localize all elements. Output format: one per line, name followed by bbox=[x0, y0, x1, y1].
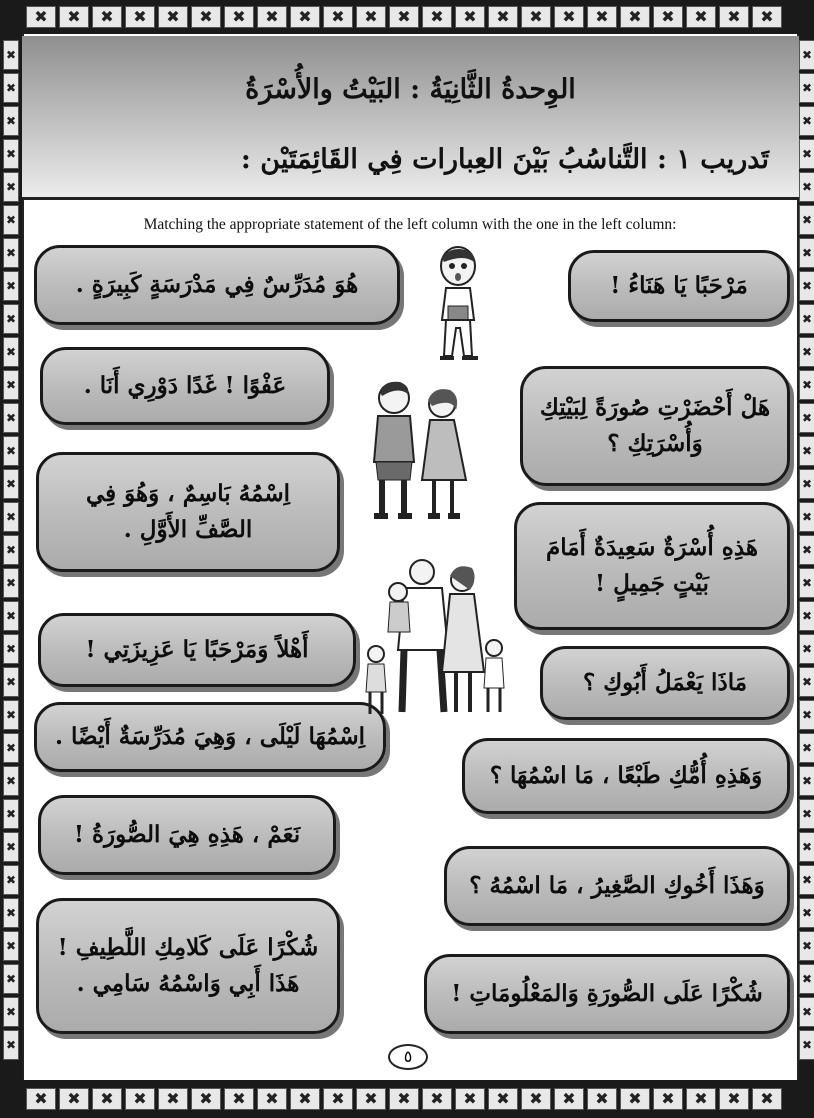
ornament-tile: ✖ bbox=[3, 73, 19, 103]
children-illustration bbox=[356, 376, 480, 532]
left-ornament bbox=[3, 40, 19, 1060]
ornament-tile: ✖ bbox=[356, 1088, 386, 1110]
ornament-tile: ✖ bbox=[3, 172, 19, 202]
ornament-tile: ✖ bbox=[686, 6, 716, 28]
right-statement-2: هَلْ أَحْضَرْتِ صُورَةً لِبَيْتِكِ وَأُسْرَتِكِ ؟ bbox=[520, 366, 790, 486]
ornament-tile: ✖ bbox=[799, 172, 814, 202]
ornament-tile: ✖ bbox=[521, 6, 551, 28]
ornament-tile: ✖ bbox=[719, 1088, 749, 1110]
ornament-tile: ✖ bbox=[3, 898, 19, 928]
ornament-tile: ✖ bbox=[799, 337, 814, 367]
ornament-tile: ✖ bbox=[257, 1088, 287, 1110]
ornament-tile: ✖ bbox=[521, 1088, 551, 1110]
ornament-tile: ✖ bbox=[455, 6, 485, 28]
ornament-tile: ✖ bbox=[323, 1088, 353, 1110]
ornament-tile: ✖ bbox=[799, 502, 814, 532]
ornament-tile: ✖ bbox=[3, 370, 19, 400]
ornament-tile: ✖ bbox=[752, 1088, 782, 1110]
ornament-tile: ✖ bbox=[799, 832, 814, 862]
ornament-tile: ✖ bbox=[3, 766, 19, 796]
ornament-tile: ✖ bbox=[554, 1088, 584, 1110]
ornament-tile: ✖ bbox=[3, 337, 19, 367]
ornament-tile: ✖ bbox=[3, 403, 19, 433]
left-statement-4: أَهْلاً وَمَرْحَبًا يَا عَزِيزَتِي ! bbox=[38, 613, 356, 687]
ornament-tile: ✖ bbox=[422, 1088, 452, 1110]
family-illustration bbox=[358, 552, 516, 722]
ornament-tile: ✖ bbox=[92, 1088, 122, 1110]
right-statement-5: وَهَذِهِ أُمُّكِ طَبْعًا ، مَا اسْمُهَا ؟ bbox=[462, 738, 790, 814]
ornament-tile: ✖ bbox=[3, 997, 19, 1027]
ornament-tile: ✖ bbox=[3, 799, 19, 829]
ornament-tile: ✖ bbox=[554, 6, 584, 28]
ornament-tile: ✖ bbox=[799, 931, 814, 961]
ornament-tile: ✖ bbox=[799, 700, 814, 730]
right-statement-1: مَرْحَبًا يَا هَنَاءُ ! bbox=[568, 250, 790, 322]
ornament-tile: ✖ bbox=[3, 139, 19, 169]
boy-illustration bbox=[420, 244, 496, 368]
ornament-tile: ✖ bbox=[3, 205, 19, 235]
ornament-tile: ✖ bbox=[799, 403, 814, 433]
bottom-ornament bbox=[26, 1088, 782, 1110]
left-statement-6: نَعَمْ ، هَذِهِ هِيَ الصُّورَةُ ! bbox=[38, 795, 336, 875]
ornament-tile: ✖ bbox=[799, 568, 814, 598]
ornament-tile: ✖ bbox=[799, 205, 814, 235]
ornament-tile: ✖ bbox=[799, 73, 814, 103]
ornament-tile: ✖ bbox=[422, 6, 452, 28]
ornament-tile: ✖ bbox=[799, 766, 814, 796]
ornament-tile: ✖ bbox=[3, 271, 19, 301]
ornament-tile: ✖ bbox=[356, 6, 386, 28]
ornament-tile: ✖ bbox=[799, 469, 814, 499]
ornament-tile: ✖ bbox=[323, 6, 353, 28]
ornament-tile: ✖ bbox=[3, 964, 19, 994]
ornament-tile: ✖ bbox=[3, 40, 19, 70]
ornament-tile: ✖ bbox=[3, 865, 19, 895]
ornament-tile: ✖ bbox=[799, 865, 814, 895]
left-statement-5: اِسْمُهَا لَيْلَى ، وَهِيَ مُدَرِّسَةٌ أَيْضًا . bbox=[34, 702, 386, 772]
ornament-tile: ✖ bbox=[3, 535, 19, 565]
ornament-tile: ✖ bbox=[3, 832, 19, 862]
ornament-tile: ✖ bbox=[191, 1088, 221, 1110]
ornament-tile: ✖ bbox=[3, 733, 19, 763]
ornament-tile: ✖ bbox=[799, 601, 814, 631]
ornament-tile: ✖ bbox=[224, 6, 254, 28]
ornament-tile: ✖ bbox=[653, 1088, 683, 1110]
left-statement-2: عَفْوًا ! غَدًا دَوْرِي أَنَا . bbox=[40, 347, 330, 425]
ornament-tile: ✖ bbox=[620, 1088, 650, 1110]
ornament-tile: ✖ bbox=[653, 6, 683, 28]
ornament-tile: ✖ bbox=[799, 667, 814, 697]
ornament-tile: ✖ bbox=[799, 436, 814, 466]
ornament-tile: ✖ bbox=[389, 1088, 419, 1110]
ornament-tile: ✖ bbox=[3, 667, 19, 697]
ornament-tile: ✖ bbox=[3, 601, 19, 631]
ornament-tile: ✖ bbox=[3, 700, 19, 730]
instruction-text: Matching the appropriate statement of the left column with the one in the left column: bbox=[143, 216, 677, 233]
ornament-tile: ✖ bbox=[799, 799, 814, 829]
ornament-tile: ✖ bbox=[3, 634, 19, 664]
ornament-tile: ✖ bbox=[3, 931, 19, 961]
ornament-tile: ✖ bbox=[59, 1088, 89, 1110]
ornament-tile: ✖ bbox=[3, 304, 19, 334]
ornament-tile: ✖ bbox=[799, 304, 814, 334]
ornament-tile: ✖ bbox=[799, 634, 814, 664]
ornament-tile: ✖ bbox=[719, 6, 749, 28]
top-ornament bbox=[26, 6, 782, 28]
ornament-tile: ✖ bbox=[799, 997, 814, 1027]
ornament-tile: ✖ bbox=[158, 6, 188, 28]
ornament-tile: ✖ bbox=[799, 1030, 814, 1060]
right-statement-4: مَاذَا يَعْمَلُ أَبُوكِ ؟ bbox=[540, 646, 790, 720]
ornament-tile: ✖ bbox=[290, 1088, 320, 1110]
right-statement-7: شُكْرًا عَلَى الصُّورَةِ وَالمَعْلُومَاتِ ! bbox=[424, 954, 790, 1034]
ornament-tile: ✖ bbox=[158, 1088, 188, 1110]
ornament-tile: ✖ bbox=[799, 370, 814, 400]
ornament-tile: ✖ bbox=[3, 106, 19, 136]
ornament-tile: ✖ bbox=[389, 6, 419, 28]
ornament-tile: ✖ bbox=[191, 6, 221, 28]
ornament-tile: ✖ bbox=[125, 6, 155, 28]
ornament-tile: ✖ bbox=[799, 139, 814, 169]
ornament-tile: ✖ bbox=[3, 436, 19, 466]
ornament-tile: ✖ bbox=[3, 568, 19, 598]
ornament-tile: ✖ bbox=[488, 6, 518, 28]
page-number: ٥ bbox=[388, 1044, 428, 1070]
ornament-tile: ✖ bbox=[620, 6, 650, 28]
ornament-tile: ✖ bbox=[224, 1088, 254, 1110]
ornament-tile: ✖ bbox=[3, 238, 19, 268]
ornament-tile: ✖ bbox=[799, 898, 814, 928]
left-statement-7: شُكْرًا عَلَى كَلامِكِ اللَّطِيفِ ! هَذَا أَبِي وَاسْمُهُ سَامِي . bbox=[36, 898, 340, 1034]
header-band bbox=[22, 36, 799, 200]
ornament-tile: ✖ bbox=[752, 6, 782, 28]
ornament-tile: ✖ bbox=[92, 6, 122, 28]
ornament-tile: ✖ bbox=[3, 502, 19, 532]
ornament-tile: ✖ bbox=[488, 1088, 518, 1110]
ornament-tile: ✖ bbox=[686, 1088, 716, 1110]
ornament-tile: ✖ bbox=[587, 6, 617, 28]
ornament-tile: ✖ bbox=[26, 1088, 56, 1110]
ornament-tile: ✖ bbox=[290, 6, 320, 28]
right-statement-3: هَذِهِ أُسْرَةٌ سَعِيدَةٌ أَمَامَ بَيْتٍ جَمِيلٍ ! bbox=[514, 502, 790, 630]
ornament-tile: ✖ bbox=[799, 733, 814, 763]
right-statement-6: وَهَذَا أَخُوكِ الصَّغِيرُ ، مَا اسْمُهُ ؟ bbox=[444, 846, 790, 926]
ornament-tile: ✖ bbox=[799, 271, 814, 301]
ornament-tile: ✖ bbox=[799, 964, 814, 994]
ornament-tile: ✖ bbox=[257, 6, 287, 28]
ornament-tile: ✖ bbox=[3, 1030, 19, 1060]
ornament-tile: ✖ bbox=[59, 6, 89, 28]
right-ornament bbox=[799, 40, 814, 1060]
ornament-tile: ✖ bbox=[26, 6, 56, 28]
left-statement-1: هُوَ مُدَرِّسٌ فِي مَدْرَسَةٍ كَبِيرَةٍ . bbox=[34, 245, 400, 325]
drill-title: تَدريب ١ : التَّناسُبُ بَيْنَ العِبارات فِي القَائِمَتَيْن : bbox=[240, 144, 769, 175]
ornament-tile: ✖ bbox=[799, 238, 814, 268]
ornament-tile: ✖ bbox=[125, 1088, 155, 1110]
left-statement-3: اِسْمُهُ بَاسِمٌ ، وَهُوَ فِي الصَّفِّ الأَوَّلِ . bbox=[36, 452, 340, 572]
ornament-tile: ✖ bbox=[799, 40, 814, 70]
ornament-tile: ✖ bbox=[455, 1088, 485, 1110]
ornament-tile: ✖ bbox=[799, 106, 814, 136]
ornament-tile: ✖ bbox=[3, 469, 19, 499]
ornament-tile: ✖ bbox=[587, 1088, 617, 1110]
ornament-tile: ✖ bbox=[799, 535, 814, 565]
unit-title: الوِحدةُ الثَّانِيَةُ : البَيْتُ والأُسْرَةُ bbox=[245, 74, 576, 105]
